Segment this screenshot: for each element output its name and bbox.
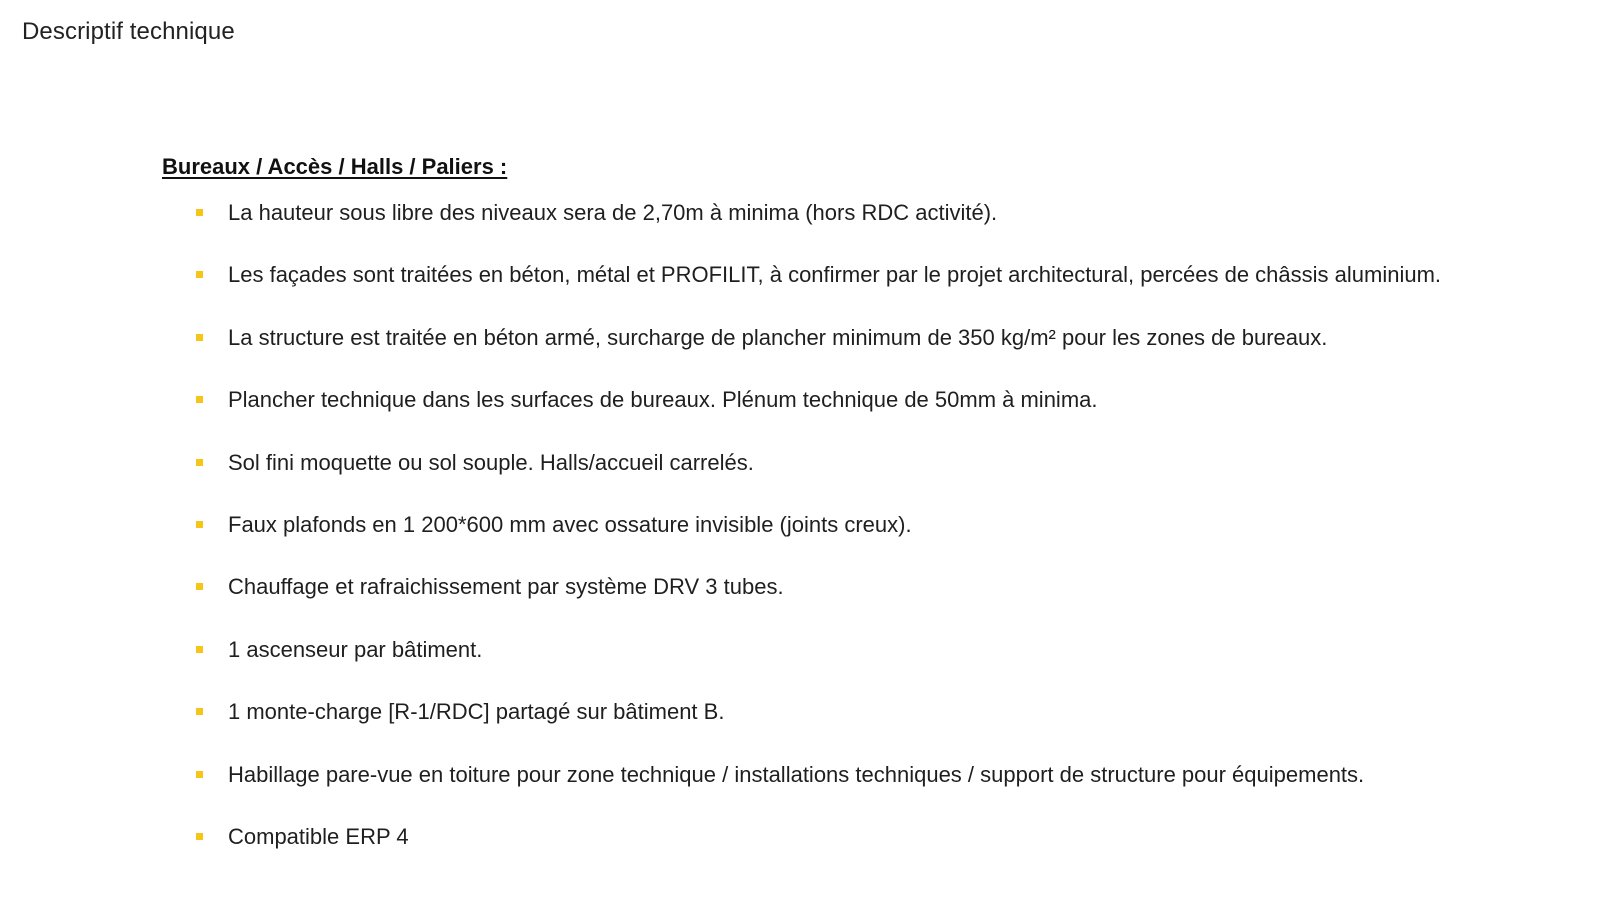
square-bullet-icon — [196, 396, 203, 403]
list-item-text: 1 monte-charge [R-1/RDC] partagé sur bâtiment B. — [228, 699, 725, 725]
list-item — [162, 386, 1582, 448]
list-item — [162, 511, 1582, 573]
document-title: Descriptif technique — [22, 18, 235, 45]
section-bureaux — [162, 152, 1582, 849]
list-item — [162, 261, 1582, 323]
list-item — [162, 324, 1582, 386]
list-item-text: Chauffage et rafraichissement par système DRV 3 tubes. — [228, 574, 784, 600]
list-item-text: La structure est traitée en béton armé, surcharge de plancher minimum de 350 kg/m² pour les zones de bureaux. — [228, 324, 1328, 350]
square-bullet-icon — [196, 271, 203, 278]
list-item-text: Faux plafonds en 1 200*600 mm avec ossature invisible (joints creux). — [228, 511, 912, 537]
list-item-text: Compatible ERP 4 — [228, 823, 409, 849]
list-item — [162, 573, 1582, 635]
square-bullet-icon — [196, 334, 203, 341]
list-item-text: Habillage pare-vue en toiture pour zone technique / installations techniques / support de structure pour équipements. — [228, 761, 1365, 787]
list-item — [162, 636, 1582, 698]
list-item — [162, 761, 1582, 823]
bullet-list — [162, 199, 1582, 885]
list-item-text: Plancher technique dans les surfaces de bureaux. Plénum technique de 50mm à minima. — [228, 387, 1098, 413]
square-bullet-icon — [196, 521, 203, 528]
list-item — [162, 199, 1582, 261]
square-bullet-icon — [196, 646, 203, 653]
square-bullet-icon — [196, 708, 203, 715]
list-item-text: 1 ascenseur par bâtiment. — [228, 636, 483, 662]
square-bullet-icon — [196, 771, 203, 778]
list-item — [162, 823, 1582, 885]
list-item — [162, 449, 1582, 511]
square-bullet-icon — [196, 833, 203, 840]
square-bullet-icon — [196, 459, 203, 466]
section-heading: Bureaux / Accès / Halls / Paliers : — [162, 154, 508, 179]
list-item-text: La hauteur sous libre des niveaux sera de 2,70m à minima (hors RDC activité). — [228, 200, 998, 225]
square-bullet-icon — [196, 583, 203, 590]
list-item — [162, 698, 1582, 760]
list-item-text: Sol fini moquette ou sol souple. Halls/accueil carrelés. — [228, 449, 754, 475]
list-item-text: Les façades sont traitées en béton, métal et PROFILIT, à confirmer par le projet architectural, percées de châssis aluminium. — [228, 262, 1442, 288]
square-bullet-icon — [196, 209, 203, 216]
